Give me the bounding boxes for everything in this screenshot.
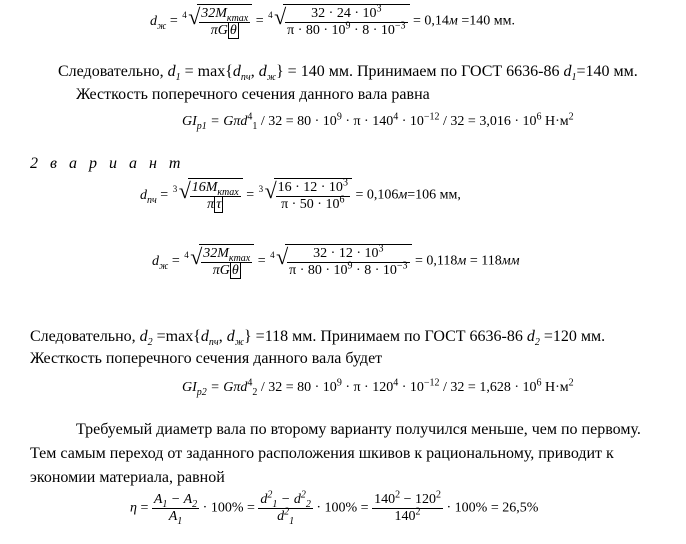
paragraph-summary-line-1: Требуемый диаметр вала по второму варианту получился меньше, чем по первому.: [76, 421, 641, 438]
formula-dzh-variant1: $d_ж$ = 4 √ $\frac{32M_{кmax}}{\text{πG θ}}$ = 4 √ $\frac{32 \cdot 24 \cdot 10^3}{\pi \cdot 80 \cdot 10^9 \cdot 8 \cdot 10^{-3}}$ = 0,14м =140 мм.: [150, 3, 515, 38]
paragraph-conclusion-d2: Следовательно, $d_2 =\max\{d_{пч}$, $d_ж\} =118$ мм. Принимаем по ГОСТ 6636-86 $d_2 =120$ мм.: [30, 328, 606, 349]
formula-gip1: $GI_{p1} = G\pi d^4_1 / 32 = 80 \cdot 10^9 \cdot \pi \cdot 140^4 \cdot 10^{-12} / 32 = 3,016 \cdot 10^6$ $Н\cdot м^2$: [182, 111, 574, 132]
paragraph-stiffness-1: Жесткость поперечного сечения данного вала равна: [76, 86, 430, 103]
formula-dzh-variant2: $d_ж$ = 4 √ $\frac{32M_{кmax}}{\text{πG θ}}$ = 4 √ $\frac{32 \cdot 12 \cdot 10^3}{\pi \cdot 80 \cdot 10^9 \cdot 8 \cdot 10^{-3}}$ = 0,118м = 118мм: [152, 243, 520, 278]
paragraph-summary-line-2: Тем самым переход от заданного расположения шкивов к рациональному, приводит к: [30, 445, 614, 462]
formula-gip2: $GI_{p2} = G\pi d^4_2 / 32 = 80 \cdot 10^9 \cdot \pi \cdot 120^4 \cdot 10^{-12} / 32 = 1,628 \cdot 10^6$ $Н\cdot м^2$: [182, 377, 574, 398]
paragraph-stiffness-2: Жесткость поперечного сечения данного вала будет: [30, 350, 383, 367]
formula-savings: η = $\frac{A_1 - A_2}{A_1}$ · 100% = $\frac{d^2_1 - d^2_2}{d^2_1}$ · 100% = $\frac{140^2 - 120^2}{140^2}$ · 100% = 26,5%: [130, 489, 539, 527]
paragraph-summary-line-3: экономии материала, равной: [30, 469, 225, 486]
paragraph-conclusion-d1: Следовательно, $d_1 = \max\{d_{пч}$, $d_ж\} = 140$ мм. Принимаем по ГОСТ 6636-86 $d_1=140$ мм.: [58, 63, 638, 84]
formula-dpch-variant2: $d_{пч}$ = 3 √ $\frac{16M_{кmax}}{\text{π τ}}$ = 3 √ $\frac{16 \cdot 12 \cdot 10^3}{\pi \cdot 50 \cdot 10^6}$ = 0,106м=106 мм,: [140, 177, 461, 212]
heading-variant-2: 2 в а р и а н т: [30, 155, 185, 172]
